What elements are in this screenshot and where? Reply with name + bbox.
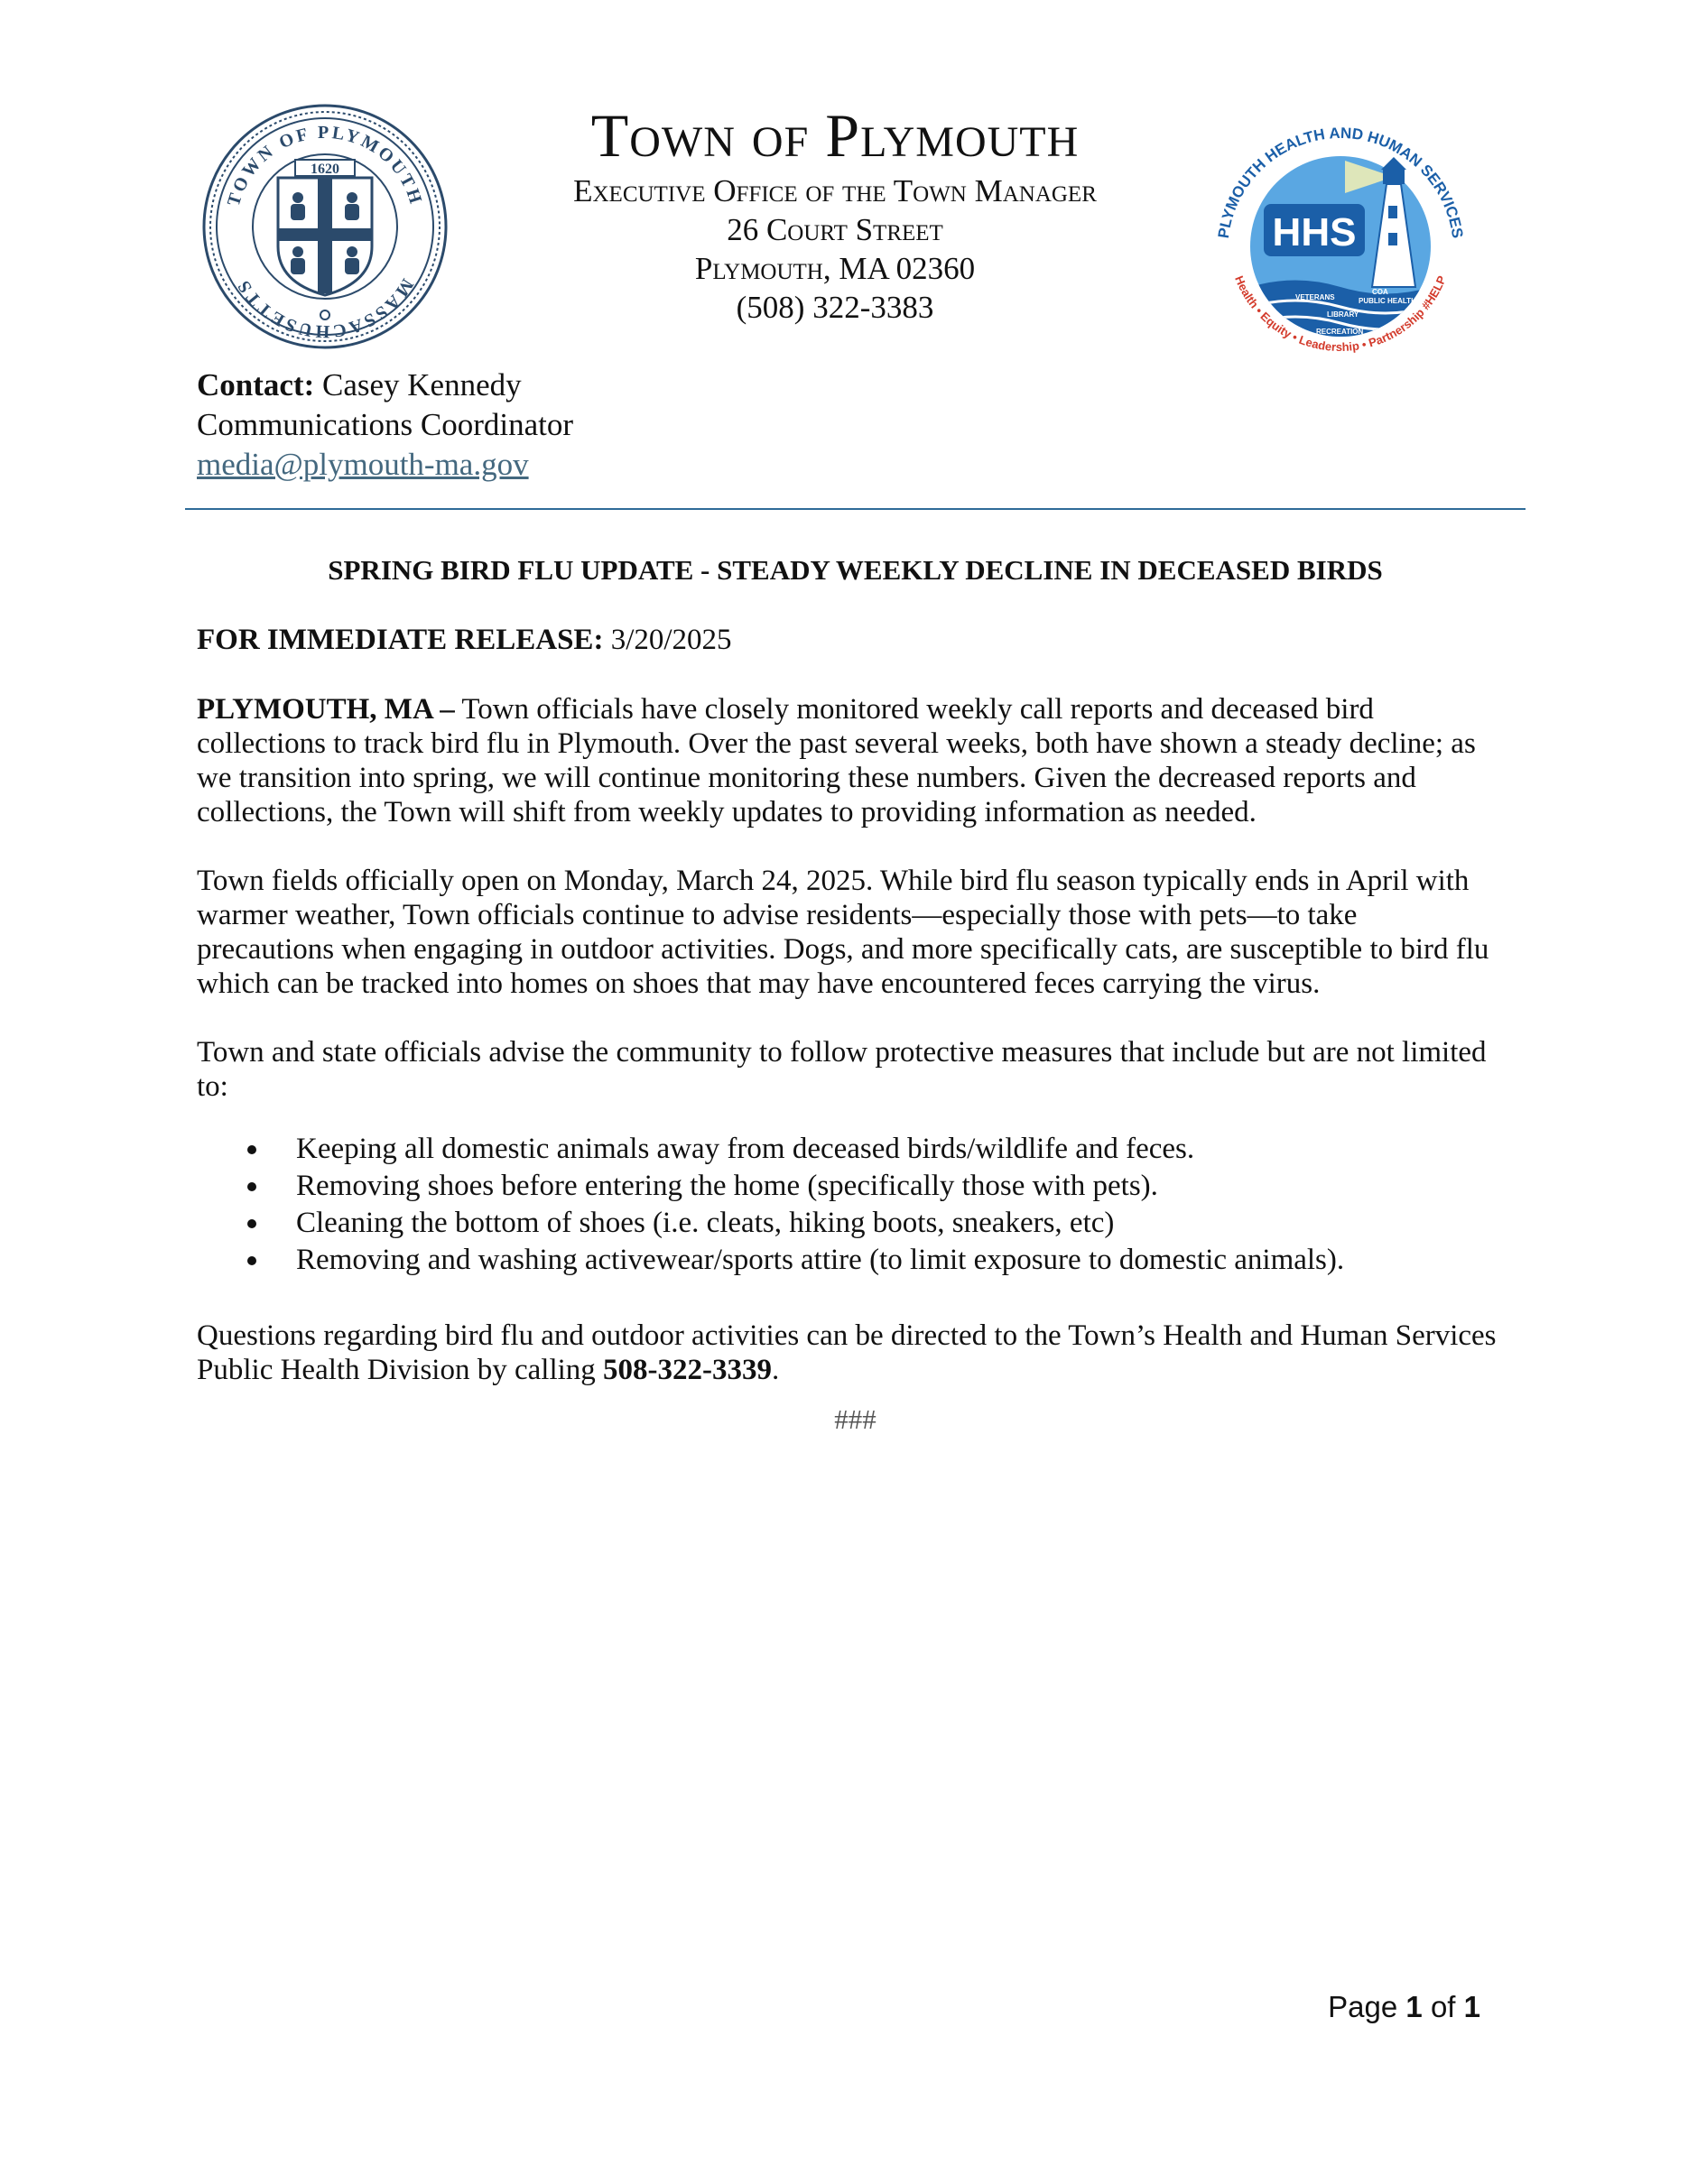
hhs-center-text: HHS bbox=[1272, 210, 1357, 254]
page-total: 1 bbox=[1463, 1990, 1480, 2023]
release-line bbox=[197, 623, 1497, 657]
town-seal-icon bbox=[200, 102, 450, 351]
contact-line bbox=[197, 366, 573, 405]
list-item bbox=[197, 1205, 1497, 1242]
hhs-wave-coa: COA bbox=[1372, 288, 1388, 296]
contact-label: Contact: bbox=[197, 367, 315, 403]
hhs-arc-top: PLYMOUTH HEALTH AND HUMAN SERVICES bbox=[1214, 124, 1467, 240]
contact-block bbox=[197, 366, 573, 485]
contact-name: Casey Kennedy bbox=[322, 367, 522, 403]
list-item bbox=[197, 1242, 1497, 1279]
page-sep: of bbox=[1430, 1990, 1456, 2023]
contact-title: Communications Coordinator bbox=[197, 407, 574, 442]
letterhead bbox=[469, 99, 1201, 327]
office-name: Executive Office of the Town Manager bbox=[573, 173, 1097, 208]
end-mark: ### bbox=[834, 1403, 876, 1435]
hhs-wave-library: LIBRARY bbox=[1327, 310, 1359, 319]
contact-email-link[interactable]: media@plymouth-ma.gov bbox=[197, 447, 529, 482]
page-number bbox=[1300, 1990, 1480, 2024]
seal-year: 1620 bbox=[311, 162, 339, 177]
release-date: 3/20/2025 bbox=[610, 624, 732, 656]
bullet-icon bbox=[247, 1256, 256, 1265]
health-division-phone: 508-322-3339 bbox=[603, 1354, 773, 1386]
paragraph-4-end: . bbox=[772, 1354, 780, 1386]
bullet-icon bbox=[247, 1219, 256, 1228]
bullet-icon bbox=[247, 1145, 256, 1154]
press-release-headline: SPRING BIRD FLU UPDATE - STEADY WEEKLY DECLINE IN DECEASED BIRDS bbox=[328, 554, 1383, 586]
paragraph-2: Town fields officially open on Monday, March 24, 2025. While bird flu season typically ends in April with warmer weather, Town officials continue to advise residents—especially those with pets—to take precautions when engaging in outdoor activities. Dogs, and more specifically cats, are susceptible to bird flu which can be tracked into homes on shoes that may have encountered feces carrying the virus. bbox=[197, 865, 1489, 1000]
page-current: 1 bbox=[1405, 1990, 1423, 2023]
list-item-text: Removing and washing activewear/sports attire (to limit exposure to domestic animals). bbox=[296, 1244, 1345, 1276]
hhs-arc-bottom: Health • Equity • Leadership • Partnership #HELP bbox=[1232, 273, 1449, 355]
header-divider bbox=[185, 508, 1526, 510]
street-address: 26 Court Street bbox=[727, 212, 943, 247]
paragraph-4-text: Questions regarding bird flu and outdoor activities can be directed to the Town’s Health and Human Services Public Health Division by calling bbox=[197, 1319, 1497, 1386]
release-label: FOR IMMEDIATE RELEASE: bbox=[197, 624, 604, 656]
list-item bbox=[197, 1131, 1497, 1168]
city-state: Plymouth, MA 02360 bbox=[694, 251, 976, 286]
hhs-wave-veterans: VETERANS bbox=[1295, 293, 1335, 301]
paragraph-3: Town and state officials advise the community to follow protective measures that include but are not limited to: bbox=[197, 1036, 1487, 1103]
seal-text-top: TOWN OF PLYMOUTH bbox=[223, 122, 427, 208]
town-name: Town of Plymouth bbox=[590, 101, 1080, 170]
bullet-icon bbox=[247, 1182, 256, 1191]
page-prefix: Page bbox=[1328, 1990, 1398, 2023]
hhs-logo bbox=[1201, 97, 1480, 377]
protective-measures-list bbox=[197, 1131, 1497, 1279]
hhs-wave-public-health: PUBLIC HEALTH bbox=[1359, 297, 1416, 305]
list-item-text: Keeping all domestic animals away from deceased birds/wildlife and feces. bbox=[296, 1133, 1195, 1165]
office-phone: (508) 322-3383 bbox=[736, 290, 934, 325]
list-item bbox=[197, 1168, 1497, 1205]
hhs-wave-recreation: RECREATION bbox=[1316, 328, 1364, 336]
paragraph-4 bbox=[197, 1319, 1497, 1387]
seal-text-side: MASSACHUSETTS bbox=[232, 274, 418, 342]
paragraph-1 bbox=[197, 692, 1497, 829]
dateline: PLYMOUTH, MA – bbox=[197, 693, 455, 726]
list-item-text: Removing shoes before entering the home (specifically those with pets). bbox=[296, 1170, 1158, 1202]
list-item-text: Cleaning the bottom of shoes (i.e. cleats, hiking boots, sneakers, etc) bbox=[296, 1207, 1115, 1239]
paragraph-1-text: Town officials have closely monitored weekly call reports and deceased bird collections to track bird flu in Plymouth. Over the past several weeks, both have shown a steady decline; as we transition into spring, we will continue monitoring these numbers. Given the decreased reports and collections, the Town will shift from weekly updates to providing information as needed. bbox=[197, 693, 1476, 828]
